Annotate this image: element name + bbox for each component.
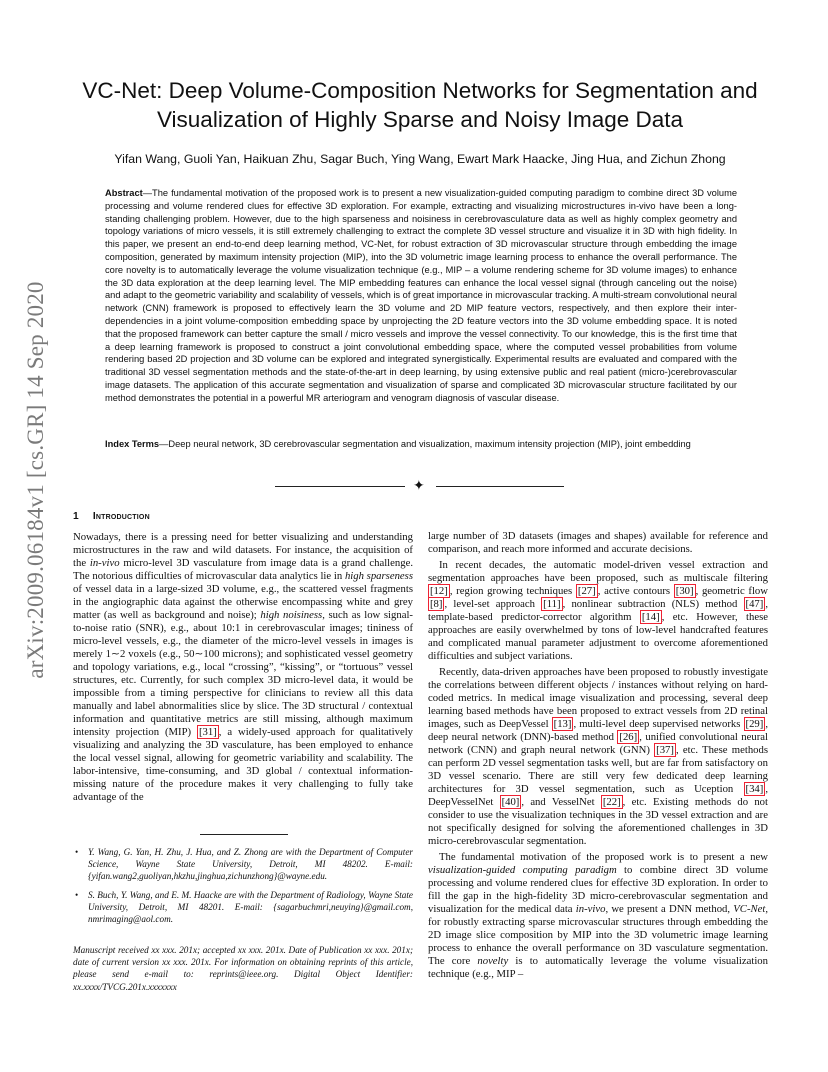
emphasis: VC-Net [733,903,766,915]
section-number: 1 [73,511,79,522]
bullet-icon: • [75,847,79,857]
arxiv-id: arXiv:2009.06184v1 [cs.GR] 14 Sep 2020 [23,281,48,679]
citation-link[interactable]: [37] [656,744,674,756]
citation-link[interactable]: [12] [430,585,448,597]
emphasis: novelty [477,955,509,967]
affiliation-footnotes [73,846,413,931]
emphasis: in-vivo [575,903,606,915]
footnote-item [73,889,413,926]
abstract-label: Abstract [105,188,143,198]
index-terms-label: Index Terms [105,439,160,449]
arxiv-stamp [16,280,56,680]
emphasis: high noisiness [260,609,323,621]
abstract [105,187,737,405]
intro-paragraph-1: Nowadays, there is a pressing need for better visualizing and understanding microstructures in the raw and wild datasets. For instance, the acquisition of the in-vivo micro-level 3D vasculature from image data is a grand challenge. The notorious difficulties of microvascular data analytics lie in high sparseness of vessel data in a large-sized 3D volume, e.g., the scattered vessel fragments in the angiographic data against the otherwise encompassing white and grey matter (as well as background and noise); high noisiness, such as low signal-to-noise ratio (SNR), e.g., about 10:1 in cerebrovascular images; tininess of micro-level vessels, e.g., the diameter of the micro-level vessels in images is merely 1∼2 voxels (e.g., 50∼100 microns); and sophisticated vessel geometry and topology variations, e.g., local “crossing”, “kissing”, or “tortuous” vessel structures, etc. Currently, for such complex 3D micro-level data, it would be impossible from a timing perspective for clinicians to review all this data manually and label abnormalities slice by slice. The 3D structural / contextual information and quantitative metrics are still missing, although maximum intensity projection (MIP) [31] , a widely-used approach for qualitatively visualizing and analyzing the 3D vasculature, has been employed to enhance the local vessel signal, allowing for geometric variability and scalability. The labor-intensive, time-consuming, and 3D global / contextual information-missing nature of the procedure makes it very challenging to fully take advantage of the [73,531,414,803]
emphasis: in-vivo [89,557,120,569]
citation-link[interactable]: [8] [430,598,443,610]
emphasis: visualization-guided computing paradigm [428,864,617,876]
intro-paragraph-3: Recently, data-driven approaches have been proposed to robustly investigate the correlations between different objects / instances without relying on hard-coded metrics. In medical image visualization and processing, several deep learning based methods have been proposed to extract vessels from 2D retinal images, such as DeepVessel [13] , multi-level deep supervised networks [29] , deep neural network (DNN)-based method [26] , unified convolutional neural network (CNN) and graph neural network (GNN) [37] , etc. These methods can perform 2D vessel segmentation tasks well, but are far from satisfactory on 3D vessel scenario. There are still very few dedicated deep learning architectures for 3D vessel segmentation, such as Uception [34] , DeepVesselNet [40] , and VesselNet [22] , etc. Existing methods do not consider to use the visualization techniques in the 3D vessel extraction and are not specifically designed for solving the aforementioned challenges in 3D micro-cerebrovascular segmentation. [428,666,769,847]
intro-paragraph-4: The fundamental motivation of the proposed work is to present a new visualization-guided computing paradigm to combine direct 3D volume processing and volume rendered clues for effective 3D exploration. In order to fill the gap in the high-fidelity 3D micro-cerebrovascular segmentation and visualization for the medical data in-vivo, we present a DNN method, VC-Net, for robustly extracting sparse microvascular structures through embedding the 2D image slice composition by MIP into the 3D volumetric image learning process to enhance the overall performance on 3D vasculature segmentation. The core novelty is to automatically leverage the volume visualization technique (e.g., MIP – [428,851,769,980]
footnote-item [73,846,413,883]
left-column [73,531,413,804]
citation-link[interactable]: [29] [745,718,764,730]
citation-link[interactable]: [40] [501,796,520,808]
index-terms-text: —Deep neural network, 3D cerebrovascular segmentation and visualization, maximum intensity projection (MIP), joint embedding [159,439,691,449]
index-terms [105,438,737,451]
abstract-text: —The fundamental motivation of the proposed work is to present a new visualization-guided computing paradigm to combine direct 3D volume processing and volume rendered clues for effective 3D exploration. For example, extracting and visualizing microstructures in-vivo have been a long-standing challenging problem. However, due to the high sparseness and noisiness in cerebrovasculature data as well as highly complex geometry and topology variations of micro vessels, it is still extremely challenging to extract the complete 3D vessel structure and visualize it in 3D with high fidelity. In this paper, we present an end-to-end deep learning method, VC-Net, for robust extraction of 3D microvascular structure through embedding the image composition, generated by maximum intensity projection (MIP), into the 3D volumetric image learning process to enhance the overall performance. The core novelty is to automatically leverage the volume visualization technique (e.g., MIP – a volume rendering scheme for 3D volume images) to enhance the 3D data exploration at the deep learning level. The MIP embedding features can enhance the local vessel signal (through canceling out the noise) and adapt to the geometric variability and scalability of vessels, which is of great importance in microvascular tracking. A multi-stream convolutional neural network (CNN) framework is proposed to effectively learn the 3D volume and 2D MIP feature vectors, respectively, and then explore their inter-dependencies in a joint volume-composition embedding space by unprojecting the 2D feature vectors into the 3D volume embedding space. It is noted that the proposed framework can better capture the small / micro vessels and improve the vessel connectivity. To our knowledge, this is the first time that a deep learning framework is proposed to construct a joint convolutional embedding space, where the computed vessel probabilities from volume rendering based 2D projection and 3D volume can be explored and integrated synergistically. Experimental results are evaluated and compared with the traditional 3D vessel segmentation methods and the state-of-the-art in deep learning, by using extensive public and real patient (micro-)cerebrovascular image datasets. The application of this accurate segmentation and visualization of sparse and complicated 3D microvascular structure facilitated by our method demonstrates the potential in a powerful MR arteriogram and venogram diagnosis of vascular disease. [105,188,737,403]
citation-link[interactable]: [11] [543,598,561,610]
divider-rule-left [275,486,405,487]
paper-title: VC-Net: Deep Volume-Composition Networks for Segmentation and Visualization of Highly Sparse and Noisy Image Data [82,78,758,132]
footnote-text: S. Buch, Y. Wang, and E. M. Haacke are with the Department of Radiology, Wayne State University, Detroit, MI 48201. E-mail: {sagarbuchmri,neuying}@gmail.com, nmrimaging@aol.com. [88,889,413,925]
bullet-icon: • [75,889,79,900]
citation-link[interactable]: [26] [619,731,638,743]
author-list: Yifan Wang, Guoli Yan, Haikuan Zhu, Sagar Buch, Ying Wang, Ewart Mark Haacke, Jing Hua, and Zichun Zhong [114,152,726,166]
footnote-text: Y. Wang, G. Yan, H. Zhu, J. Hua, and Z. Zhong are with the Department of Computer Science, Wayne State University, Detroit, MI 48202. E-mail: {yifan.wang2,guoliyan,hkzhu,jinghua,zichunzhong}@wayne.edu. [88,847,413,882]
manuscript-note: Manuscript received xx xxx. 201x; accepted xx xxx. 201x. Date of Publication xx xxx. 201x; date of current version xx xxx. 201x. For information on obtaining reprints of this article, please send e-mail to: reprints@ieee.org. Digital Object Identifier: xx.xxxx/TVCG.201x.xxxxxxx [73,945,413,992]
citation-link[interactable]: [13] [553,718,572,730]
intro-paragraph-2: In recent decades, the automatic model-driven vessel extraction and segmentation approaches have been proposed, such as multiscale filtering [12] , region growing techniques [27] , active contours [30] , geometric flow [8] , level-set approach [11] , nonlinear subtraction (NLS) method [47] , template-based predictor-corrector algorithm [14] , etc. However, these approaches are easily overwhelmed by tons of low-level handcrafted features and complicated manual parameter adjustment to overcome aforementioned difficulties and subject variations. [428,559,768,662]
citation-link[interactable]: [14] [641,611,660,623]
citation-link[interactable]: [34] [745,783,764,795]
citation-link[interactable]: [31] [198,726,217,738]
emphasis: high sparseness [344,570,413,582]
citation-link[interactable]: [47] [745,598,764,610]
divider-rule-right [436,486,564,487]
citation-link[interactable]: [27] [577,585,596,597]
footnote-rule [200,834,288,835]
intro-paragraph-cont: large number of 3D datasets (images and shapes) available for reference and comparison, and reach more informed and accurate decisions. [428,530,768,555]
citation-link[interactable]: [22] [602,796,621,808]
section-heading [73,511,150,522]
divider-star-icon: ✦ [413,478,425,494]
citation-link[interactable]: [30] [675,585,694,597]
right-column [428,530,768,981]
section-title: Introduction [92,511,150,522]
